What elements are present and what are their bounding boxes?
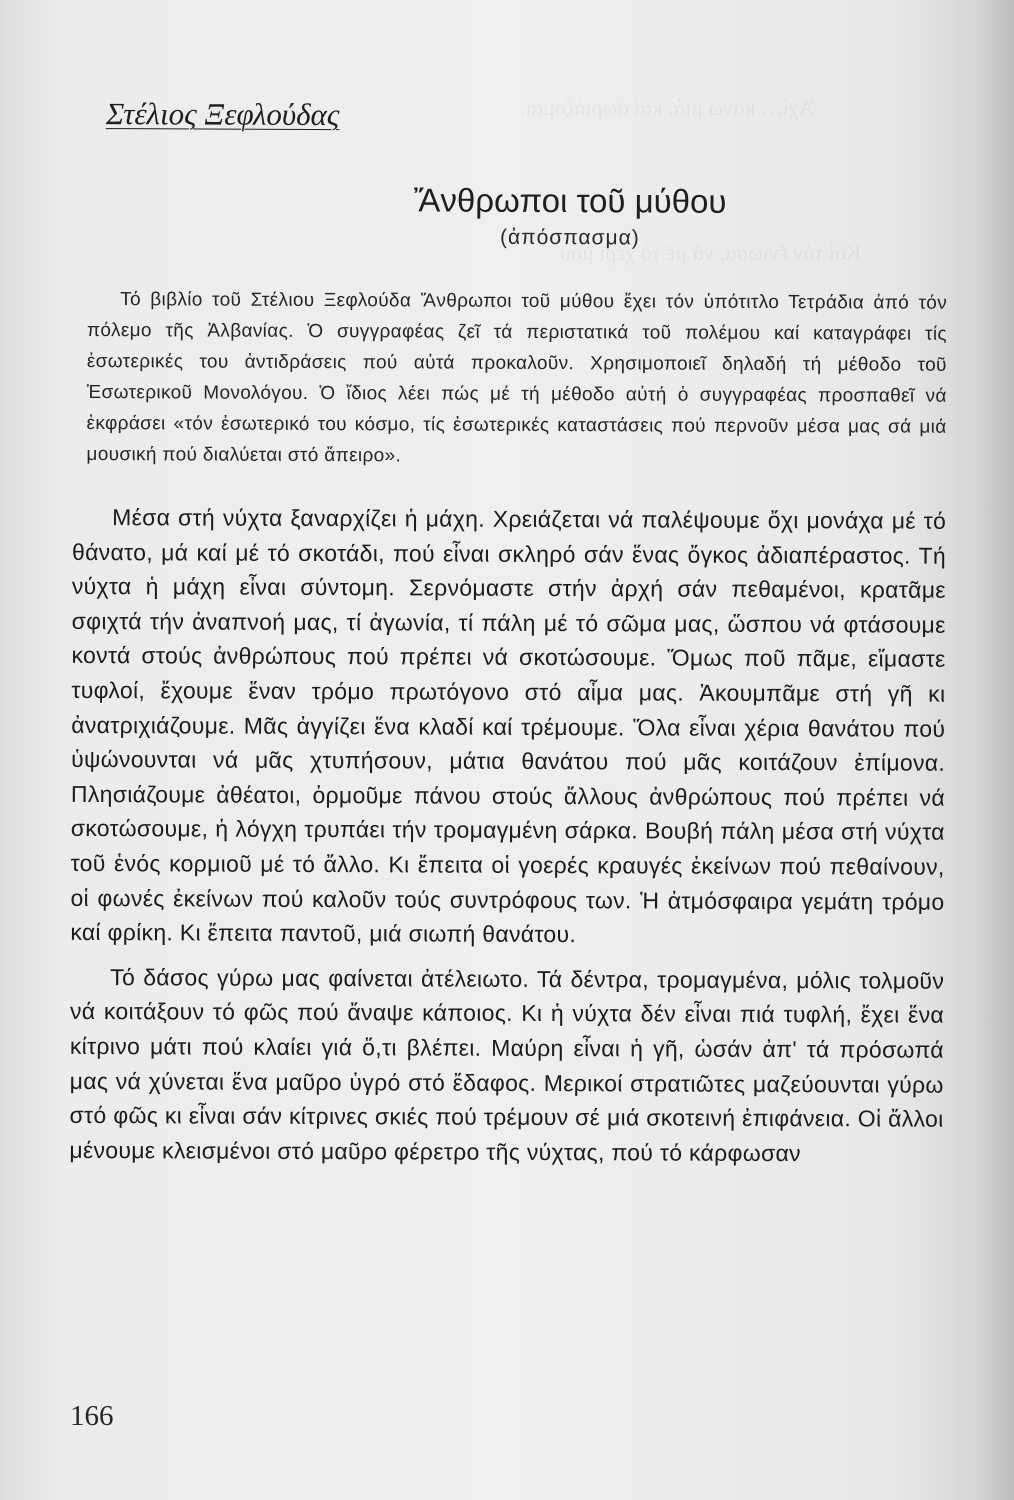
- intro-paragraph: Τό βιβλίο τοῦ Στέλιου Ξεφλούδα Ἄνθρωποι τοῦ μύθου ἔχει τόν ὑπότιτλο Τετράδια ἀπό τόν πόλεμο τῆς Ἀλβανίας. Ὁ συγγραφέας ζεῖ τά περιστατικά τοῦ πολέμου καί καταγράφει τίς ἐσωτερικές του ἀντιδράσεις πού αὐτά προκαλοῦν. Χρησιμοποιεῖ δηλαδή τή μέθοδο τοῦ Ἐσωτερικοῦ Μονολόγου. Ὁ ἴδιος λέει πώς μέ τή μέθοδο αὐτή ὁ συγγραφέας προσπαθεῖ νά ἐκφράσει «τόν ἐσωτερικό του κόσμο, τίς ἐσωτερικές καταστάσεις πού περνοῦν μέσα μας σά μιά μουσική πού διαλύεται στό ἄπειρο».: [86, 289, 948, 467]
- work-subtitle: (ἀπόσπασμα): [499, 225, 640, 250]
- excerpt-body: [69, 500, 946, 1171]
- author-name: Στέλιος Ξεφλούδας: [105, 96, 340, 133]
- intro-note: [86, 284, 947, 474]
- work-title: Ἄνθρωποι τοῦ μύθου: [413, 181, 727, 220]
- excerpt-paragraph-2: Τό δάσος γύρω μας φαίνεται ἀτέλειωτο. Τά δέντρα, τρομαγμένα, μόλις τολμοῦν νά κοιτάξουν τό φῶς πού ἄναψε κάποιος. Κι ἡ νύχτα δέν εἶναι πιά τυφλή, ἔχει ἕνα κίτρινο μάτι πού κλαίει γιά ὅ,τι βλέπει. Μαύρη εἶναι ἡ γῆ, ὡσάν ἀπ' τά πρόσωπά μας νά χύνεται ἕνα μαῦρο ὑγρό στό ἔδαφος. Μερικοί στρατιῶτες μαζεύουνται γύρω στό φῶς κι εἶναι σάν κίτρινες σκιές πού τρέμουν σέ μιά σκοτεινή ἐπιφάνεια. Οἱ ἄλλοι μένουμε κλεισμένοι στό μαῦρο φέρετρο τῆς νύχτας, πού τό κάρφωσαν: [69, 963, 945, 1166]
- excerpt-paragraph-1: Μέσα στή νύχτα ξαναρχίζει ἡ μάχη. Χρειάζεται νά παλέψουμε ὄχι μονάχα μέ τό θάνατο, μά καί μέ τό σκοτάδι, πού εἶναι σκληρό σάν ἕνας ὄγκος ἀδιαπέραστος. Τή νύχτα ἡ μάχη εἶναι σύντομη. Σερνόμαστε στήν ἀρχή σάν πεθαμένοι, κρατᾶμε σφιχτά τήν ἀναπνοή μας, τί ἀγωνία, τί πάλη μέ τό σῶμα μας, ὥσπου νά φτάσουμε κοντά στούς ἀνθρώπους πού πρέπει νά σκοτώσουμε. Ὅμως ποῦ πᾶμε, εἴμαστε τυφλοί, ἔχουμε ἕναν τρόμο πρωτόγονο στό αἷμα μας. Ἀκουμπᾶμε στή γῆ κι ἀνατριχιάζουμε. Μᾶς ἀγγίζει ἕνα κλαδί καί τρέμουμε. Ὅλα εἶναι χέρια θανάτου πού ὑψώνουνται νά μᾶς χτυπήσουν, μάτια θανάτου πού μᾶς κοιτάζουν ἐπίμονα. Πλησιάζουμε ἀθέατοι, ὁρμοῦμε πάνου στούς ἄλλους ἀνθρώπους πού πρέπει νά σκοτώσουμε, ἡ λόγχη τρυπάει τήν τρομαγμένη σάρκα. Βουβή πάλη μέσα στή νύχτα τοῦ ἑνός κορμιοῦ μέ τό ἄλλο. Κι ἔπειτα οἱ γοερές κραυγές ἐκείνων πού πεθαίνουν, οἱ φωνές ἐκείνων πού καλοῦν τούς συντρόφους των. Ἡ ἀτμόσφαιρα γεμάτη τρόμο καί φρίκη. Κι ἔπειτα παντοῦ, μιά σιωπή θανάτου.: [70, 504, 947, 948]
- page-content: [69, 96, 948, 1181]
- page-edge-shadow: [974, 0, 1014, 1500]
- page-number: 166: [70, 1400, 114, 1432]
